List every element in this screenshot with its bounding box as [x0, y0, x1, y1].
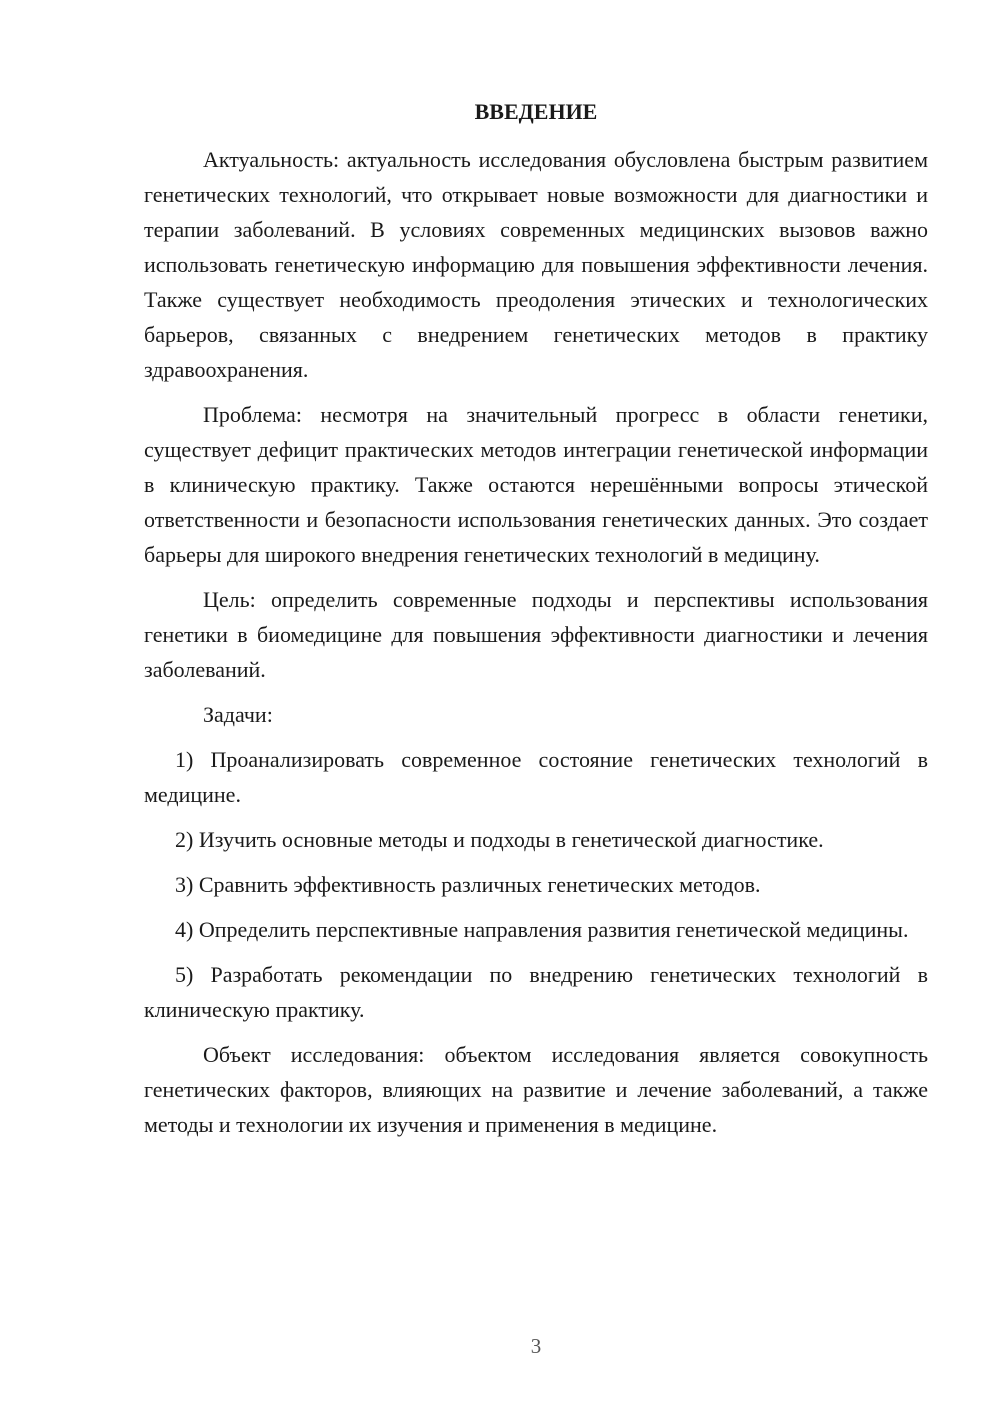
- task-item-4: 4) Определить перспективные направления развития генетической медицины.: [175, 917, 909, 942]
- task-item-3: 3) Сравнить эффективность различных генетических методов.: [175, 872, 761, 897]
- page-number: 3: [530, 1334, 542, 1358]
- task-item-2: 2) Изучить основные методы и подходы в генетической диагностике.: [175, 827, 824, 852]
- task-item-1: 1) Проанализировать современное состояние генетических технологий в медицине.: [144, 747, 928, 807]
- page-title: ВВЕДЕНИЕ: [474, 99, 598, 124]
- relevance-paragraph: Актуальность: актуальность исследования обусловлена быстрым развитием генетических технологий, что открывает новые возможности для диагностики и терапии заболеваний. В условиях современных медицинских вызовов важно использовать генетическую информацию для повышения эффективности лечения. Также существует необходимость преодоления этических и технологических барьеров, связанных с внедрением генетических методов в практику здравоохранения.: [144, 147, 928, 382]
- tasks-heading: Задачи:: [203, 702, 273, 727]
- task-item-5: 5) Разработать рекомендации по внедрению генетических технологий в клиническую практику.: [144, 962, 928, 1022]
- object-paragraph: Объект исследования: объектом исследования является совокупность генетических факторов, влияющих на развитие и лечение заболеваний, а также методы и технологии их изучения и применения в медицине.: [144, 1042, 928, 1137]
- problem-paragraph: Проблема: несмотря на значительный прогресс в области генетики, существует дефицит практических методов интеграции генетической информации в клиническую практику. Также остаются нерешёнными вопросы этической ответственности и безопасности использования генетических данных. Это создает барьеры для широкого внедрения генетических технологий в медицину.: [144, 402, 928, 567]
- document-body: [144, 142, 928, 1152]
- document-page: [144, 0, 928, 1414]
- goal-paragraph: Цель: определить современные подходы и перспективы использования генетики в биомедицине для повышения эффективности диагностики и лечения заболеваний.: [144, 587, 928, 682]
